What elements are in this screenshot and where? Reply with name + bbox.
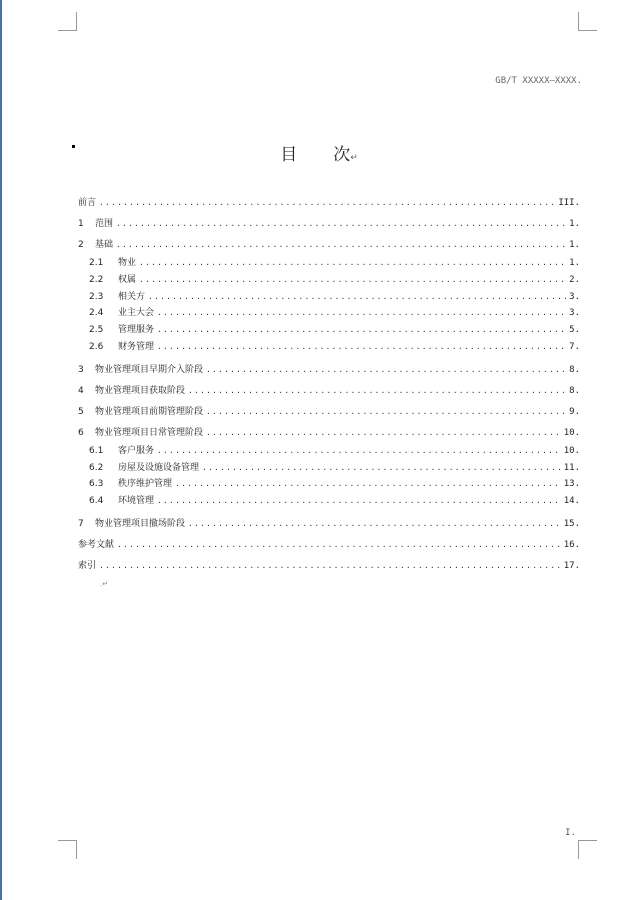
toc-entry-page: 1. [569, 258, 580, 268]
toc-entry-page: 3. [569, 291, 580, 302]
toc-entry-label: 前言 [78, 198, 97, 208]
toc-dot-leader [157, 339, 566, 356]
toc-entry-label: 业主大会 [118, 308, 155, 319]
toc-entry-page: 5. [569, 325, 580, 336]
page-title [0, 140, 638, 165]
toc-dot-leader [202, 460, 561, 477]
toc-entry[interactable] [78, 322, 580, 339]
toc-entry-label: 范围 [95, 219, 114, 229]
crop-mark-top-right [578, 12, 597, 31]
toc-entry-number: 6.3 [89, 479, 104, 490]
toc-entry[interactable] [78, 401, 580, 422]
toc-entry-page: 11. [563, 462, 580, 473]
toc-entry[interactable] [78, 513, 580, 534]
toc-entry-number: 6.2 [89, 462, 104, 473]
toc-entry[interactable] [78, 339, 580, 356]
toc-entry-number: 2.4 [89, 308, 104, 319]
toc-entry-label: 物业管理项目前期管理阶段 [95, 406, 204, 417]
title-part-2: 次 [333, 145, 351, 165]
toc-entry-page: 1. [569, 219, 580, 229]
toc-entry-page: 14. [563, 496, 580, 507]
toc-entry[interactable] [78, 460, 580, 477]
toc-dot-leader [157, 322, 566, 339]
toc-entry[interactable] [78, 443, 580, 460]
toc-dot-leader [99, 555, 561, 576]
toc-dot-leader [188, 380, 566, 401]
toc-entry-number: 2.3 [89, 291, 104, 302]
toc-entry-label: 管理服务 [118, 325, 155, 336]
toc-entry-page: 15. [563, 518, 580, 529]
toc-dot-leader [188, 513, 561, 534]
footer-page-number: I. [565, 828, 576, 838]
toc-entry-number: 6.4 [89, 496, 104, 507]
toc-dot-leader [175, 476, 561, 493]
toc-entry-label: 物业管理项目日常管理阶段 [95, 427, 204, 438]
standard-code: GB/T XXXXX—XXXX. [495, 76, 582, 86]
table-of-contents [78, 192, 580, 576]
crop-mark-top-left [58, 12, 77, 31]
toc-entry-number: 6 [78, 427, 84, 438]
toc-entry-number: 4 [78, 385, 84, 396]
toc-dot-leader [157, 493, 561, 510]
toc-dot-leader [116, 234, 566, 255]
toc-dot-leader [206, 359, 566, 380]
toc-entry-number: 2.6 [89, 341, 104, 352]
end-paragraph-mark: .↵ [100, 580, 109, 588]
toc-entry-label: 客户服务 [118, 445, 155, 456]
toc-entry[interactable] [78, 380, 580, 401]
toc-dot-leader [99, 192, 555, 213]
toc-entry-number: 6.1 [89, 445, 104, 456]
toc-entry-page: 9. [569, 406, 580, 417]
toc-entry-page: 1. [569, 240, 580, 250]
toc-dot-leader [157, 443, 561, 460]
toc-entry-number: 7 [78, 518, 84, 529]
toc-entry-page: 8. [569, 364, 580, 375]
toc-entry-label: 物业管理项目获取阶段 [95, 385, 186, 396]
toc-entry-label: 基础 [95, 240, 114, 250]
toc-entry[interactable] [78, 422, 580, 443]
crop-mark-bottom-left [58, 840, 77, 859]
toc-entry[interactable] [78, 305, 580, 322]
toc-entry-page: 10. [563, 445, 580, 456]
toc-entry[interactable] [78, 272, 580, 289]
toc-entry[interactable] [78, 234, 580, 255]
toc-entry-number: 2 [78, 240, 84, 250]
toc-entry-page: 3. [569, 308, 580, 319]
toc-entry[interactable] [78, 493, 580, 510]
toc-entry-label: 参考文献 [78, 539, 115, 550]
toc-entry-label: 权属 [118, 274, 137, 285]
crop-mark-bottom-right [578, 840, 597, 859]
toc-entry-label: 秩序维护管理 [118, 479, 173, 490]
paragraph-return-icon: ↵ [350, 153, 358, 163]
toc-entry-label: 相关方 [118, 291, 146, 302]
toc-dot-leader [206, 401, 566, 422]
toc-entry-page: 8. [569, 385, 580, 396]
toc-entry-label: 财务管理 [118, 341, 155, 352]
toc-entry-number: 2.1 [89, 258, 104, 268]
toc-dot-leader [139, 272, 566, 289]
toc-entry[interactable] [78, 289, 580, 306]
toc-dot-leader [206, 422, 561, 443]
toc-entry-label: 环境管理 [118, 496, 155, 507]
toc-entry[interactable] [78, 255, 580, 272]
toc-entry-number: 1 [78, 219, 84, 229]
toc-entry-label: 房屋及设施设备管理 [118, 462, 200, 473]
toc-entry[interactable] [78, 213, 580, 234]
toc-entry[interactable] [78, 192, 580, 213]
window-left-edge [0, 0, 2, 900]
toc-entry-page: 2. [569, 274, 580, 285]
toc-entry[interactable] [78, 476, 580, 493]
toc-entry-page: 10. [563, 427, 580, 438]
toc-entry[interactable] [78, 359, 580, 380]
toc-entry-page: III. [558, 198, 580, 208]
toc-dot-leader [139, 255, 566, 272]
toc-entry-label: 物业管理项目撤场阶段 [95, 518, 186, 529]
toc-entry-page: 13. [563, 479, 580, 490]
toc-entry-number: 5 [78, 406, 84, 417]
toc-entry-number: 2.5 [89, 325, 104, 336]
toc-entry-label: 物业 [118, 258, 137, 268]
toc-dot-leader [117, 534, 561, 555]
toc-entry-number: 3 [78, 364, 84, 375]
toc-entry-page: 16. [563, 539, 580, 550]
toc-entry-number: 2.2 [89, 274, 104, 285]
toc-entry-label: 索引 [78, 560, 97, 571]
toc-entry[interactable] [78, 534, 580, 555]
toc-entry-label: 物业管理项目早期介入阶段 [95, 364, 204, 375]
toc-dot-leader [157, 305, 566, 322]
title-part-1: 目 [280, 145, 298, 165]
toc-entry[interactable] [78, 555, 580, 576]
toc-dot-leader [116, 213, 566, 234]
toc-entry-page: 17. [563, 560, 580, 571]
toc-dot-leader [148, 289, 566, 306]
toc-entry-page: 7. [569, 341, 580, 352]
